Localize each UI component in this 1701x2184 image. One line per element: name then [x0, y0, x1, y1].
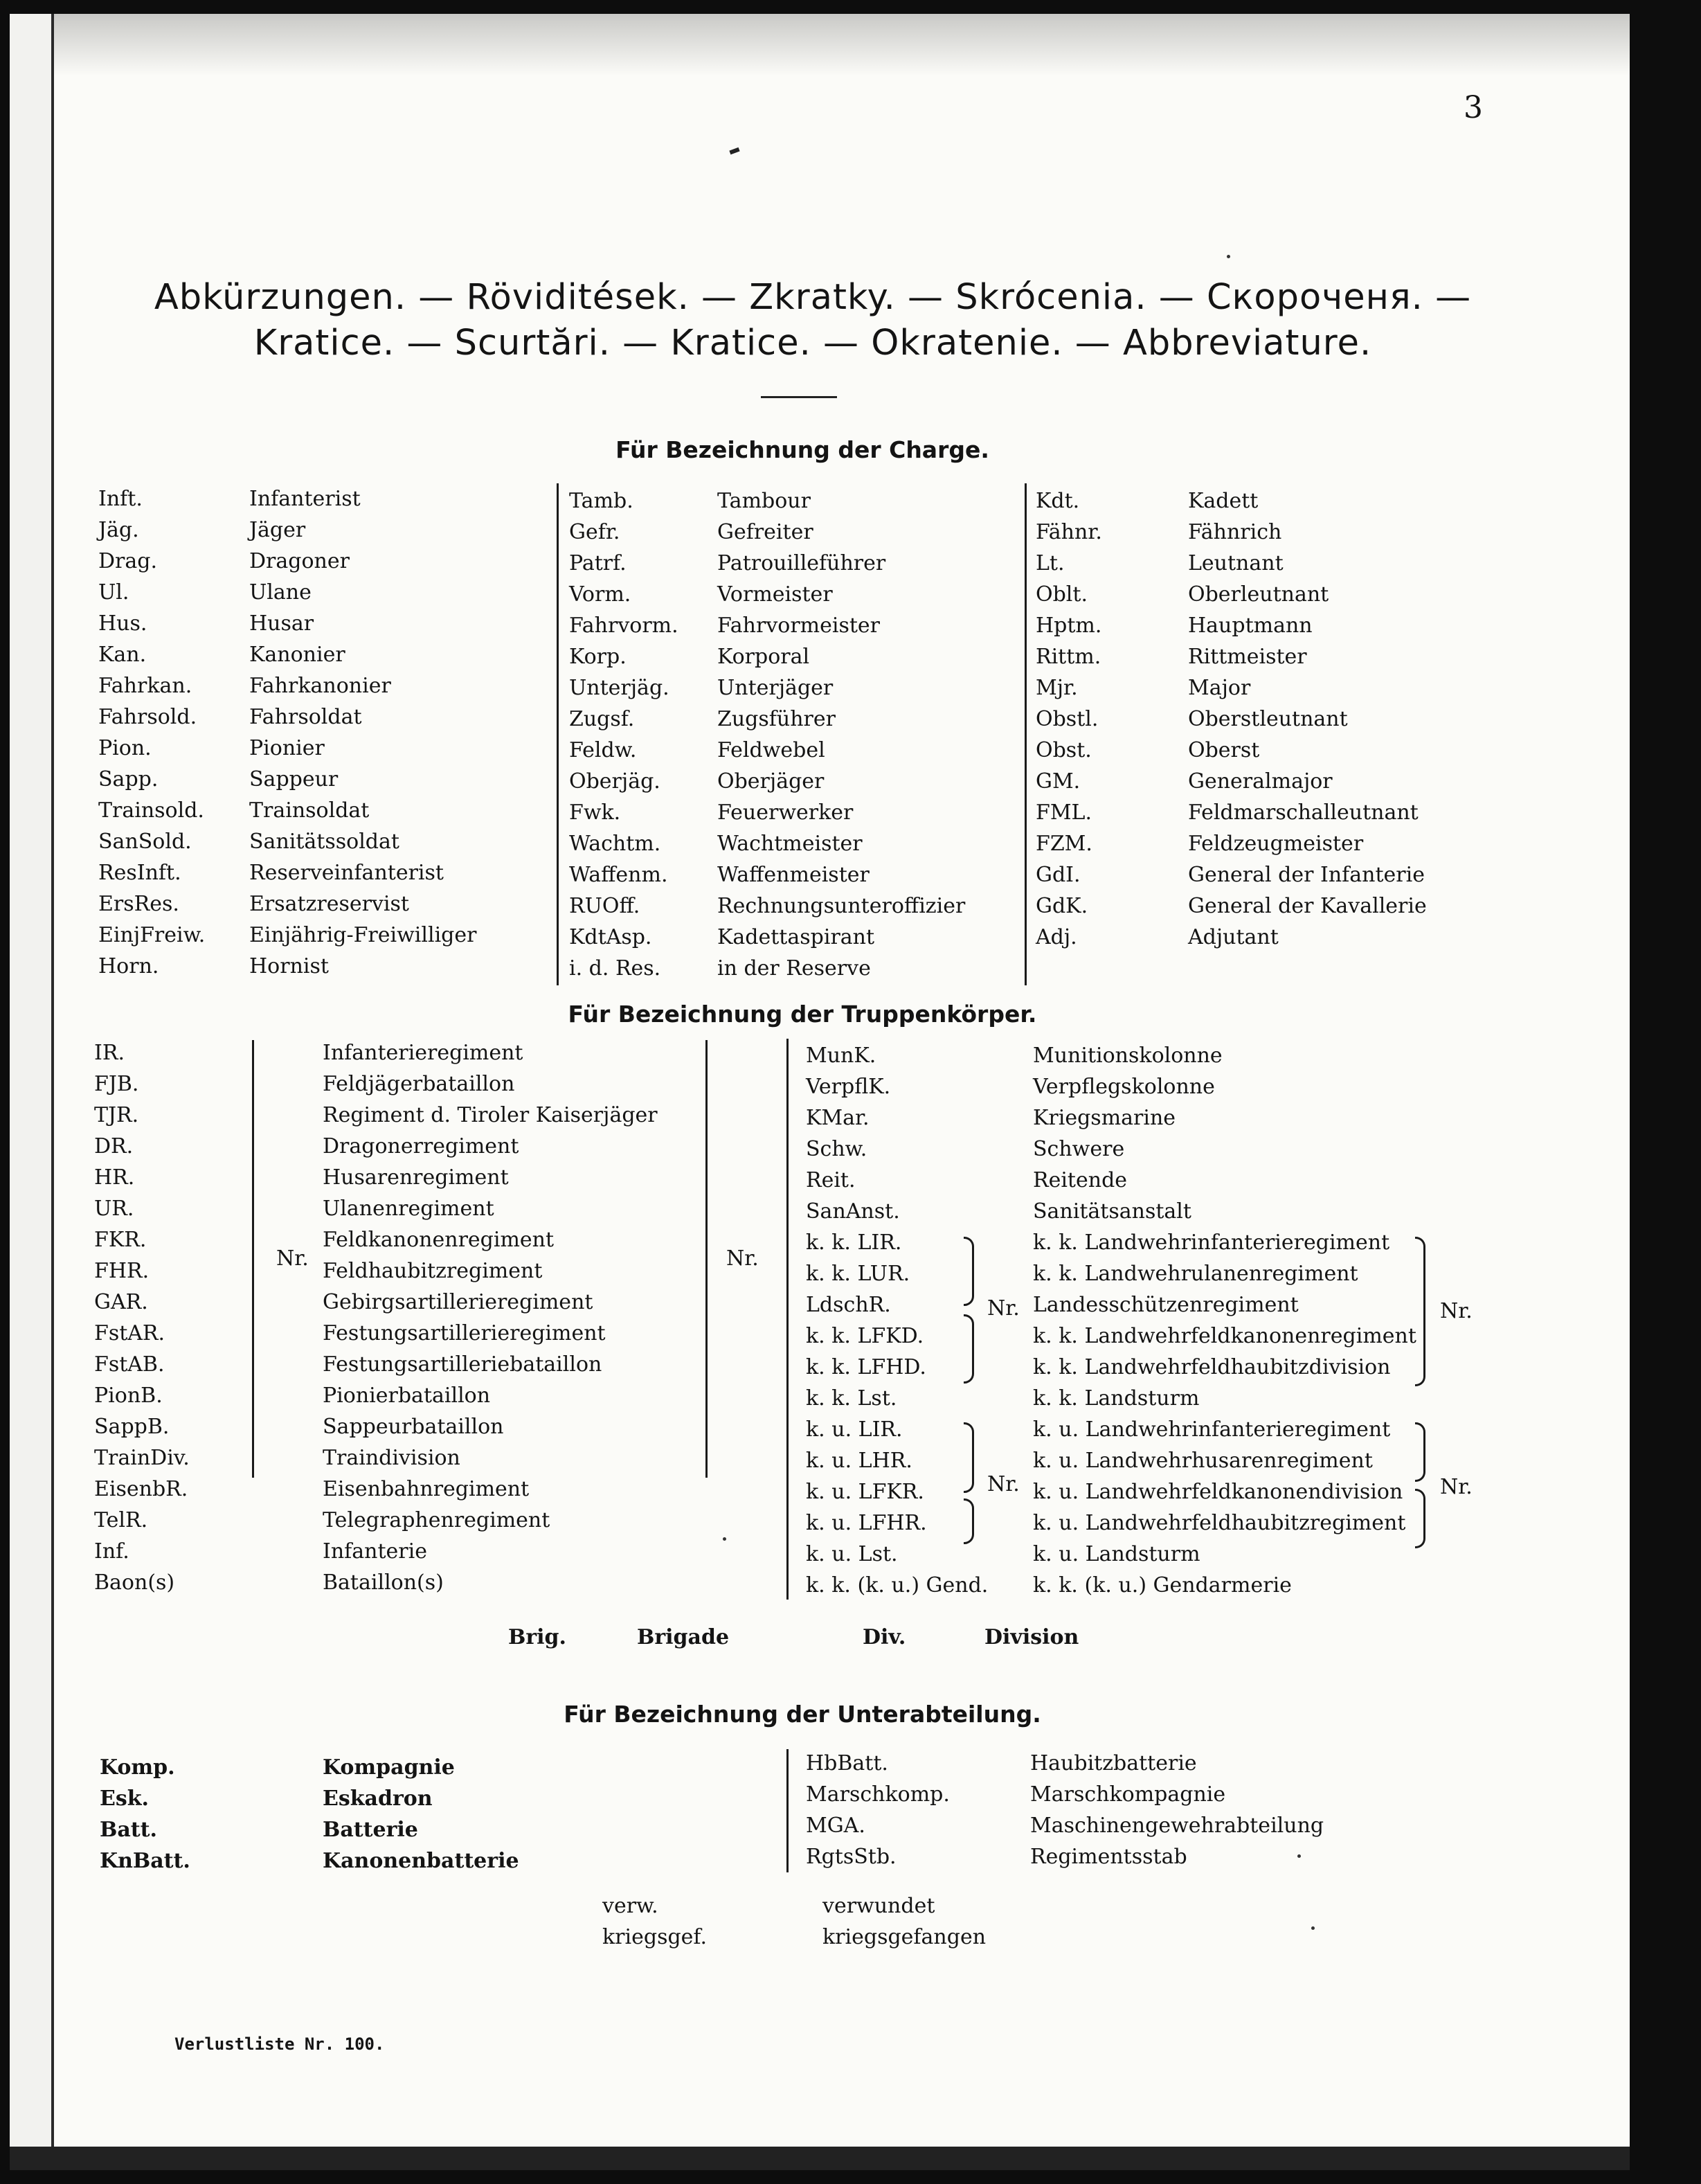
meaning-cell: k. u. Landwehrfeldkanonendivision [1033, 1480, 1403, 1504]
meaning-cell: Zugsführer [717, 707, 836, 731]
brace-right-group [705, 1040, 708, 1478]
meaning-cell: General der Infanterie [1188, 863, 1425, 887]
abbr-cell: kriegsgef. [602, 1925, 707, 1949]
abbr-cell: EinjFreiw. [98, 923, 206, 947]
meaning-cell: Reitende [1033, 1168, 1128, 1192]
abbr-cell: MGA. [806, 1814, 865, 1838]
abbr-cell: SanAnst. [806, 1199, 900, 1224]
abbr-cell: FHR. [94, 1259, 150, 1283]
abbr-cell: k. u. LHR. [806, 1449, 912, 1473]
abbr-cell: FstAB. [94, 1352, 165, 1377]
abbr-cell: Obst. [1036, 738, 1092, 762]
meaning-cell: Kanonier [249, 643, 345, 667]
abbr-cell: Oberjäg. [569, 769, 660, 794]
abbr-cell: k. u. LFKR. [806, 1480, 924, 1504]
meaning-cell: Festungsartilleriebataillon [323, 1352, 602, 1377]
abbr-cell: k. k. LFHD. [806, 1355, 926, 1379]
abbr-cell: Obstl. [1036, 707, 1099, 731]
meaning-cell: in der Reserve [717, 956, 871, 981]
brace-left-group [252, 1040, 254, 1478]
meaning-cell: Bataillon(s) [323, 1570, 444, 1595]
title-line-1: Abkürzungen. — Röviditések. — Zkratky. — Skrócenia. — Скороченя. — [154, 277, 1472, 318]
meaning-cell: Feldwebel [717, 738, 825, 762]
div-abbr: Div. [863, 1625, 906, 1649]
abbr-cell: FKR. [94, 1228, 147, 1252]
meaning-cell: Verpflegskolonne [1033, 1075, 1215, 1099]
abbr-cell: verw. [602, 1894, 658, 1918]
meaning-cell: Oberst [1188, 738, 1260, 762]
meaning-cell: Sanitätsanstalt [1033, 1199, 1191, 1224]
meaning-cell: Unterjäger [717, 676, 834, 700]
abbr-cell: k. k. LFKD. [806, 1324, 924, 1348]
meaning-cell: verwundet [822, 1894, 935, 1918]
heading-charge: Für Bezeichnung der Charge. [615, 436, 989, 463]
meaning-cell: Regiment d. Tiroler Kaiserjäger [323, 1103, 658, 1127]
meaning-cell: Generalmajor [1188, 769, 1333, 794]
abbr-cell: FJB. [94, 1072, 139, 1096]
scan-left-margin [10, 14, 54, 2170]
meaning-cell: k. u. Landsturm [1033, 1542, 1200, 1566]
meaning-cell: Tambour [717, 489, 811, 513]
meaning-cell: Marschkompagnie [1030, 1782, 1226, 1807]
nr-label: Nr. [987, 1296, 1020, 1321]
abbr-cell: Drag. [98, 549, 158, 573]
abbr-cell: FstAR. [94, 1321, 165, 1345]
abbr-cell: ResInft. [98, 861, 181, 885]
abbr-cell: HbBatt. [806, 1751, 888, 1775]
meaning-cell: Trainsoldat [249, 798, 370, 823]
meaning-cell: Korporal [717, 645, 810, 669]
abbr-cell: Fahrsold. [98, 705, 197, 729]
meaning-cell: Dragonerregiment [323, 1134, 519, 1158]
brig-abbr: Brig. [508, 1625, 566, 1649]
abbr-cell: TelR. [94, 1508, 148, 1532]
page-number: 3 [1464, 90, 1483, 125]
meaning-cell: kriegsgefangen [822, 1925, 987, 1949]
meaning-cell: k. u. Landwehrfeldhaubitzregiment [1033, 1511, 1406, 1535]
meaning-cell: k. k. (k. u.) Gendarmerie [1033, 1573, 1292, 1597]
meaning-cell: Telegraphenregiment [323, 1508, 550, 1532]
abbr-cell: IR. [94, 1041, 125, 1065]
abbr-cell: k. u. LIR. [806, 1417, 903, 1442]
abbr-cell: Gefr. [569, 520, 620, 544]
abbr-cell: Wachtm. [569, 832, 661, 856]
meaning-cell: Feldhaubitzregiment [323, 1259, 543, 1283]
nr-label: Nr. [987, 1472, 1020, 1496]
meaning-cell: Rechnungsunteroffizier [717, 894, 966, 918]
abbr-cell: DR. [94, 1134, 134, 1158]
abbr-cell: ErsRes. [98, 892, 179, 916]
abbr-cell: Kan. [98, 643, 147, 667]
abbr-cell: FML. [1036, 800, 1092, 825]
meaning-cell: Hornist [249, 954, 329, 978]
abbr-cell: VerpflK. [806, 1075, 891, 1099]
nr-label: Nr. [1440, 1475, 1473, 1499]
meaning-cell: Sappeur [249, 767, 339, 791]
title-rule [761, 396, 837, 398]
meaning-cell: Einjährig-Freiwilliger [249, 923, 477, 947]
meaning-cell: Hauptmann [1188, 614, 1313, 638]
meaning-cell: Wachtmeister [717, 832, 863, 856]
abbr-cell: Reit. [806, 1168, 856, 1192]
abbr-cell: Sapp. [98, 767, 159, 791]
abbr-cell: k. k. LUR. [806, 1262, 910, 1286]
abbr-cell: Rittm. [1036, 645, 1101, 669]
meaning-cell: Feldjägerbataillon [323, 1072, 515, 1096]
meaning-cell: k. u. Landwehrinfanterieregiment [1033, 1417, 1391, 1442]
abbr-cell: KdtAsp. [569, 925, 652, 949]
meaning-cell: Maschinengewehrabteilung [1030, 1814, 1324, 1838]
meaning-cell: k. k. Landsturm [1033, 1386, 1200, 1411]
abbr-cell: Baon(s) [94, 1570, 175, 1595]
meaning-cell: Fahrkanonier [249, 674, 391, 698]
meaning-cell: Oberjäger [717, 769, 825, 794]
meaning-cell: Festungsartillerieregiment [323, 1321, 606, 1345]
abbr-cell: Marschkomp. [806, 1782, 950, 1807]
abbr-cell: KnBatt. [100, 1849, 190, 1873]
abbr-cell: Schw. [806, 1137, 867, 1161]
meaning-cell: Fähnrich [1188, 520, 1282, 544]
brace-kk-abbr [964, 1314, 974, 1384]
abbr-cell: Trainsold. [98, 798, 204, 823]
meaning-cell: Batterie [323, 1818, 418, 1842]
abbr-cell: GAR. [94, 1290, 148, 1314]
abbr-cell: Fahrvorm. [569, 614, 678, 638]
brace-ku-abbr [964, 1498, 974, 1544]
meaning-cell: Eskadron [323, 1787, 433, 1811]
meaning-cell: Sanitätssoldat [249, 830, 399, 854]
abbr-cell: Fähnr. [1036, 520, 1102, 544]
footer-list-number: Verlustliste Nr. 100. [174, 2034, 385, 2054]
abbr-cell: k. k. LIR. [806, 1230, 902, 1255]
meaning-cell: Kadettaspirant [717, 925, 875, 949]
column-divider [786, 1039, 789, 1600]
meaning-cell: Sappeurbataillon [323, 1415, 504, 1439]
meaning-cell: Infanterie [323, 1539, 427, 1564]
meaning-cell: Infanterieregiment [323, 1041, 523, 1065]
scan-shading [51, 14, 1630, 76]
meaning-cell: Feldmarschalleutnant [1188, 800, 1419, 825]
meaning-cell: Feuerwerker [717, 800, 854, 825]
abbr-cell: TrainDiv. [94, 1446, 190, 1470]
abbr-cell: Kdt. [1036, 489, 1080, 513]
abbr-cell: Korp. [569, 645, 627, 669]
meaning-cell: Munitionskolonne [1033, 1044, 1223, 1068]
meaning-cell: Regimentsstab [1030, 1845, 1187, 1869]
meaning-cell: k. k. Landwehrulanenregiment [1033, 1262, 1358, 1286]
abbr-cell: RgtsStb. [806, 1845, 897, 1869]
abbr-cell: LdschR. [806, 1293, 891, 1317]
meaning-cell: Jäger [249, 518, 306, 542]
abbr-cell: GdI. [1036, 863, 1081, 887]
meaning-cell: Vormeister [717, 582, 833, 607]
ink-speck [1297, 1854, 1301, 1858]
meaning-cell: Gefreiter [717, 520, 813, 544]
meaning-cell: k. k. Landwehrfeldhaubitzdivision [1033, 1355, 1391, 1379]
meaning-cell: k. k. Landwehrinfanterieregiment [1033, 1230, 1390, 1255]
meaning-cell: Ersatzreservist [249, 892, 409, 916]
abbr-cell: FZM. [1036, 832, 1092, 856]
abbr-cell: EisenbR. [94, 1477, 188, 1501]
abbr-cell: Tamb. [569, 489, 633, 513]
ink-speck [1311, 1926, 1315, 1930]
abbr-cell: SanSold. [98, 830, 192, 854]
abbr-cell: TJR. [94, 1103, 139, 1127]
abbr-cell: Pion. [98, 736, 152, 760]
abbr-cell: Unterjäg. [569, 676, 669, 700]
meaning-cell: Adjutant [1188, 925, 1279, 949]
abbr-cell: KMar. [806, 1106, 870, 1130]
meaning-cell: Ulanenregiment [323, 1197, 494, 1221]
abbr-cell: Hptm. [1036, 614, 1102, 638]
abbr-cell: Lt. [1036, 551, 1065, 575]
abbr-cell: Adj. [1036, 925, 1077, 949]
ink-speck [729, 147, 739, 154]
meaning-cell: Oberstleutnant [1188, 707, 1348, 731]
meaning-cell: Oberleutnant [1188, 582, 1329, 607]
meaning-cell: Patrouilleführer [717, 551, 886, 575]
heading-sub: Für Bezeichnung der Unterabteilung. [564, 1701, 1041, 1728]
abbr-cell: Komp. [100, 1755, 175, 1780]
meaning-cell: Rittmeister [1188, 645, 1307, 669]
abbr-cell: RUOff. [569, 894, 640, 918]
meaning-cell: Feldkanonenregiment [323, 1228, 555, 1252]
meaning-cell: Kriegsmarine [1033, 1106, 1176, 1130]
brace-ku-abbr [964, 1422, 974, 1493]
scan-bottom-edge [10, 2147, 1630, 2170]
brace-kk-full [1415, 1237, 1425, 1386]
meaning-cell: General der Kavallerie [1188, 894, 1427, 918]
abbr-cell: Horn. [98, 954, 159, 978]
abbr-cell: Patrf. [569, 551, 627, 575]
meaning-cell: Reserveinfanterist [249, 861, 444, 885]
column-divider [1025, 483, 1027, 985]
abbr-cell: Vorm. [569, 582, 631, 607]
brace-kk-abbr [964, 1237, 974, 1306]
meaning-cell: Major [1188, 676, 1251, 700]
abbr-cell: Esk. [100, 1787, 149, 1811]
meaning-cell: Pionierbataillon [323, 1384, 491, 1408]
abbr-cell: Fahrkan. [98, 674, 192, 698]
meaning-cell: Schwere [1033, 1137, 1125, 1161]
nr-label: Nr. [726, 1246, 759, 1271]
abbr-cell: k. u. LFHR. [806, 1511, 927, 1535]
abbr-cell: Fwk. [569, 800, 621, 825]
abbr-cell: k. k. Lst. [806, 1386, 897, 1411]
meaning-cell: Landesschützenregiment [1033, 1293, 1299, 1317]
meaning-cell: Haubitzbatterie [1030, 1751, 1197, 1775]
abbr-cell: GM. [1036, 769, 1081, 794]
meaning-cell: Fahrsoldat [249, 705, 362, 729]
meaning-cell: Traindivision [323, 1446, 460, 1470]
abbr-cell: HR. [94, 1165, 135, 1190]
meaning-cell: Waffenmeister [717, 863, 870, 887]
heading-troops: Für Bezeichnung der Truppenkörper. [568, 1001, 1037, 1028]
meaning-cell: Kompagnie [323, 1755, 455, 1780]
meaning-cell: k. u. Landwehrhusarenregiment [1033, 1449, 1373, 1473]
meaning-cell: Husarenregiment [323, 1165, 509, 1190]
abbr-cell: Waffenm. [569, 863, 668, 887]
brig-full: Brigade [637, 1625, 730, 1649]
nr-label: Nr. [1440, 1299, 1473, 1323]
meaning-cell: Husar [249, 611, 314, 636]
meaning-cell: Infanterist [249, 487, 361, 511]
column-divider [557, 483, 559, 985]
abbr-cell: GdK. [1036, 894, 1088, 918]
ink-speck [1227, 255, 1230, 258]
abbr-cell: k. u. Lst. [806, 1542, 898, 1566]
abbr-cell: i. d. Res. [569, 956, 661, 981]
abbr-cell: Hus. [98, 611, 147, 636]
abbr-cell: Feldw. [569, 738, 637, 762]
abbr-cell: Inft. [98, 487, 143, 511]
meaning-cell: Fahrvormeister [717, 614, 881, 638]
meaning-cell: Feldzeugmeister [1188, 832, 1364, 856]
abbr-cell: Jäg. [98, 518, 139, 542]
abbr-cell: Mjr. [1036, 676, 1078, 700]
abbr-cell: PionB. [94, 1384, 163, 1408]
abbr-cell: MunK. [806, 1044, 876, 1068]
meaning-cell: k. k. Landwehrfeldkanonenregiment [1033, 1324, 1416, 1348]
abbr-cell: Oblt. [1036, 582, 1088, 607]
nr-label: Nr. [276, 1246, 309, 1271]
abbr-cell: Batt. [100, 1818, 157, 1842]
meaning-cell: Kanonenbatterie [323, 1849, 519, 1873]
abbr-cell: SappB. [94, 1415, 170, 1439]
abbr-cell: Zugsf. [569, 707, 635, 731]
abbr-cell: Ul. [98, 580, 129, 605]
meaning-cell: Eisenbahnregiment [323, 1477, 530, 1501]
meaning-cell: Pionier [249, 736, 325, 760]
column-divider [786, 1749, 789, 1872]
meaning-cell: Gebirgsartillerieregiment [323, 1290, 593, 1314]
brace-ku-full [1415, 1489, 1425, 1548]
meaning-cell: Ulane [249, 580, 312, 605]
div-full: Division [984, 1625, 1079, 1649]
title-line-2: Kratice. — Scurtări. — Kratice. — Okratenie. — Abbreviature. [253, 323, 1372, 364]
ink-speck [723, 1537, 726, 1541]
meaning-cell: Kadett [1188, 489, 1259, 513]
brace-ku-full [1415, 1422, 1425, 1482]
meaning-cell: Leutnant [1188, 551, 1284, 575]
meaning-cell: Dragoner [249, 549, 350, 573]
abbr-cell: Inf. [94, 1539, 129, 1564]
abbr-cell: UR. [94, 1197, 134, 1221]
document-page [10, 14, 1630, 2170]
abbr-cell: k. k. (k. u.) Gend. [806, 1573, 989, 1597]
